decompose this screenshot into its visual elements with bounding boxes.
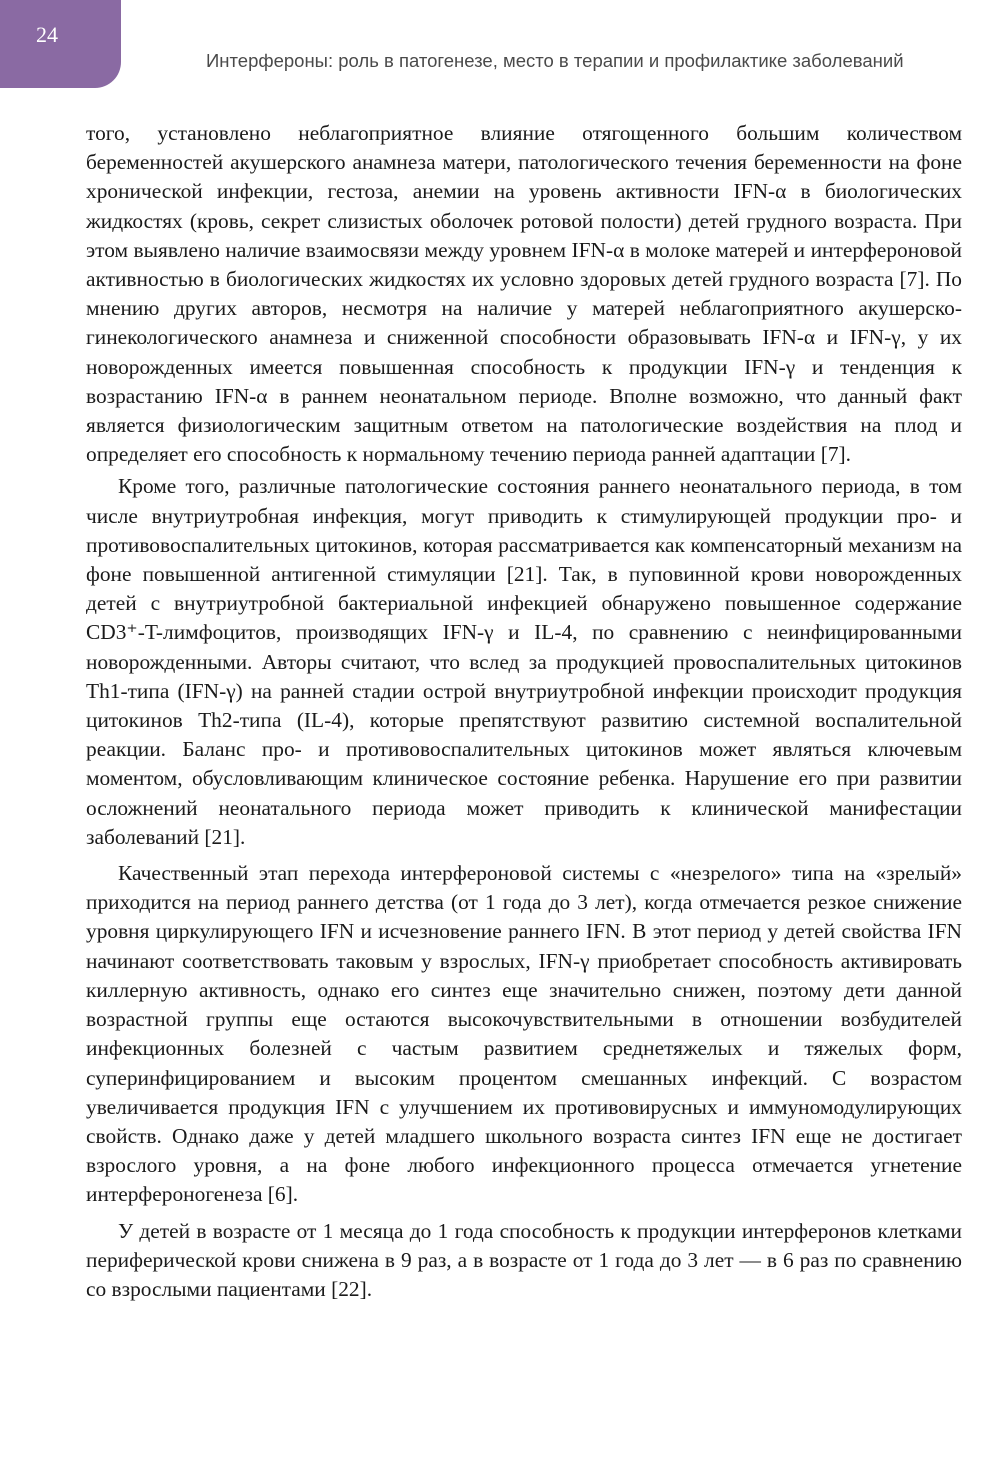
paragraph-4: У детей в возрасте от 1 месяца до 1 года способность к продукции интерферонов клетками периферической крови снижена в 9 раз, а в возрасте от 1 года до 3 лет — в 6 раз по сравнению со взрослыми пациентами [22]. bbox=[86, 1218, 962, 1301]
paragraph-3: Качественный этап перехода интерфероновой системы с «незрелого» типа на «зрелый» приходится на период раннего детства (от 1 года до 3 лет), когда отмечается резкое снижение уровня циркулирующего IFN и исчезновение раннего IFN. В этот период у детей свойства IFN начинают соответствовать таковым у взрослых, IFN-γ приобретает способность активировать киллерную активность, однако его синтез еще значительно снижен, поэтому дети данной возрастной группы еще остаются высокочувствительными в отношении возбудителей инфекционных болезней с частым развитием среднетяжелых и тяжелых форм, суперинфицированием и высоким процентом смешанных инфекций. С возрастом увеличивается продукция IFN с улучшением их противовирусных и иммуномодулирующих свойств. Однако даже у детей младшего школьного возраста синтез IFN еще не достигает взрослого уровня, а на фоне любого инфекционного процесса отмечается угнетение интерфероногенеза [6]. bbox=[86, 861, 962, 1207]
running-header: Интерфероны: роль в патогенезе, место в терапии и профилактике заболеваний bbox=[206, 50, 904, 71]
paragraph-1: того, установлено неблагоприятное влияние отягощенного большим количеством беременностей акушерского анамнеза матери, патологического течения беременности на фоне хронической инфекции, гестоза, анемии на уровень активности IFN-α в биологических жидкостях (кровь, секрет слизистых оболочек ротовой полости) детей грудного возраста. При этом выявлено наличие взаимосвязи между уровнем IFN-α в молоке матерей и интерфероновой активностью в биологических жидкостях их условно здоровых детей грудного возраста [7]. По мнению других авторов, несмотря на наличие у матерей неблагоприятного акушерско-гинекологического анамнеза и сниженной способности образовывать IFN-α и IFN-γ, у их новорожденных имеется повышенная способность к продукции IFN-γ и тенденция к возрастанию IFN-α в раннем неонатальном периоде. Вполне возможно, что данный факт является физиологическим защитным ответом на патологические воздействия на плод и определяет его способность к нормальному течению периода ранней адаптации [7]. bbox=[86, 121, 962, 467]
paragraph-2: Кроме того, различные патологические состояния раннего неонатального периода, в том числе внутриутробная инфекция, могут приводить к стимулирующей продукции про- и противовоспалительных цитокинов, которая рассматривается как компенсаторный механизм на фоне повышенной антигенной стимуляции [21]. Так, в пуповинной крови новорожденных детей с внутриутробной бактериальной инфекцией обнаружено повышенное содержание CD3⁺-T-лимфоцитов, производящих IFN-γ и IL-4, по сравнению с неинфицированными новорожденными. Авторы считают, что вслед за продукцией провоспалительных цитокинов Th1-типа (IFN-γ) на ранней стадии острой внутриутробной инфекции происходит продукция цитокинов Th2-типа (IL-4), которые препятствуют развитию системной воспалительной реакции. Баланс про- и противовоспалительных цитокинов может являться ключевым моментом, обусловливающим клиническое состояние ребенка. Нарушение его при развитии осложнений неонатального периода может приводить к клинической манифестации заболеваний [21]. bbox=[86, 474, 962, 849]
body-text bbox=[86, 119, 962, 1304]
page-number-tab bbox=[0, 0, 121, 88]
page-number: 24 bbox=[36, 22, 58, 47]
